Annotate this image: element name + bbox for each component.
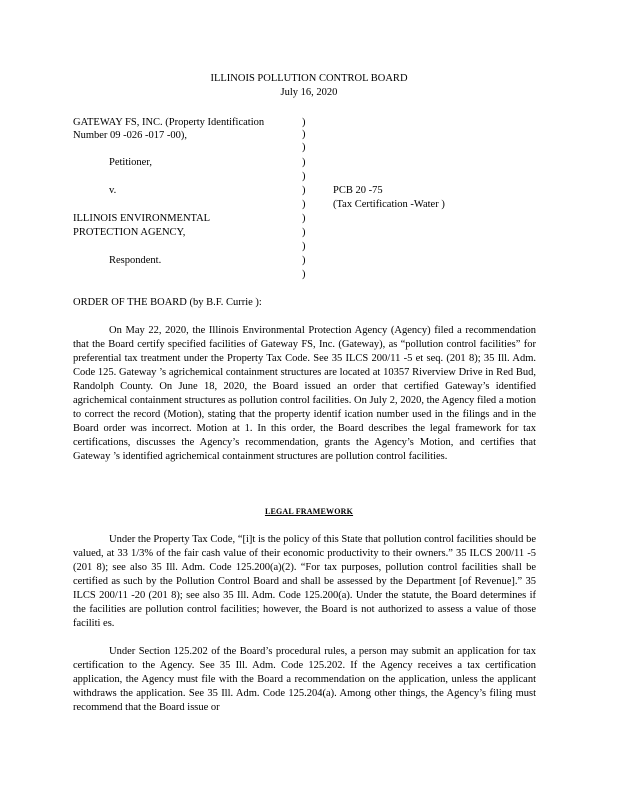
paren: ) (302, 129, 306, 140)
section-heading-legal-framework: LEGAL FRAMEWORK (264, 507, 354, 516)
case-type: (Tax Certification -Water ) (333, 199, 445, 210)
paren: ) (302, 255, 306, 266)
case-number: PCB 20 -75 (333, 185, 383, 196)
paragraph-intro (73, 324, 536, 464)
paren: ) (302, 117, 306, 128)
paren: ) (302, 142, 306, 153)
paren: ) (302, 269, 306, 280)
paren: ) (302, 171, 306, 182)
order-date: July 16, 2020 (280, 87, 338, 98)
paragraph-legal-2 (73, 645, 536, 715)
paragraph-legal-1-text: Under the Property Tax Code, “[i]t is the policy of this State that pollution control facilities should be valued, at 33 1/3% of the fair cash value of their economic productivity to their owners.” 35 ILCS 200/11 -5 (201 8); see also 35 Ill. Adm. Code 125.200(a)(2). “For tax purposes, pollution control facilities shall be certified as such by the Pollution Control Board and shall be assessed by the Department [of Revenue].” 35 ILCS 200/11 -20 (201 8); see also 35 Ill. Adm. Code 125.200(a). Under the statute, the Board determines if the facilities are pollution control facilities; however, the Board is not authorized to assess a value of those faciliti es. (73, 534, 536, 629)
paren: ) (302, 213, 306, 224)
paren: ) (302, 185, 306, 196)
paragraph-legal-2-text: Under Section 125.202 of the Board’s procedural rules, a person may submit an application for tax certification to the Agency. See 35 Ill. Adm. Code 125.202. If the Agency receives a tax certification application, the Agency must file with the Board a recommendation on the application, unless the applicant withdraws the application. See 35 Ill. Adm. Code 125.204(a). Among other things, the Agency’s filing must recommend that the Board issue or (73, 646, 536, 713)
board-name: ILLINOIS POLLUTION CONTROL BOARD (210, 73, 408, 84)
petitioner-label: Petitioner, (109, 157, 153, 168)
paren: ) (302, 157, 306, 168)
respondent-name-line2: PROTECTION AGENCY, (73, 227, 186, 238)
paren: ) (302, 241, 306, 252)
paren: ) (302, 199, 306, 210)
versus-label: v. (109, 185, 117, 196)
respondent-label: Respondent. (109, 255, 162, 266)
petitioner-name-line1: GATEWAY FS, INC. (Property Identification (73, 117, 265, 128)
paragraph-intro-text: On May 22, 2020, the Illinois Environmental Protection Agency (Agency) filed a recommendation that the Board certify specified facilities of Gateway FS, Inc. (Gateway), as “pollution control facilities” for preferential tax treatment under the Property Tax Code. See 35 ILCS 200/11 -5 et seq. (201 8); 35 Ill. Adm. Code 125. Gateway ’s agrichemical containment structures are located at 10357 Riverview Drive in Red Bud, Randolph County. On June 18, 2020, the Board issued an order that certified Gateway’s identified agrichemical containment structures as pollution control facilities. On July 2, 2020, the Agency filed a motion to correct the record (Motion), stating that the property identif ication number used in the filings and in the Board order was incorrect. Motion at 1. In this order, the Board describes the legal framework for tax certifications, discusses the Agency’s recommendation, grants the Agency’s Motion, and certifies that Gateway ’s identified agrichemical containment structures are pollution control facilities. (73, 325, 536, 462)
paragraph-legal-1 (73, 533, 536, 631)
order-title: ORDER OF THE BOARD (by B.F. Currie ): (73, 297, 262, 308)
respondent-name-line1: ILLINOIS ENVIRONMENTAL (73, 213, 211, 224)
petitioner-name-line2: Number 09 -026 -017 -00), (73, 130, 188, 141)
paren: ) (302, 227, 306, 238)
